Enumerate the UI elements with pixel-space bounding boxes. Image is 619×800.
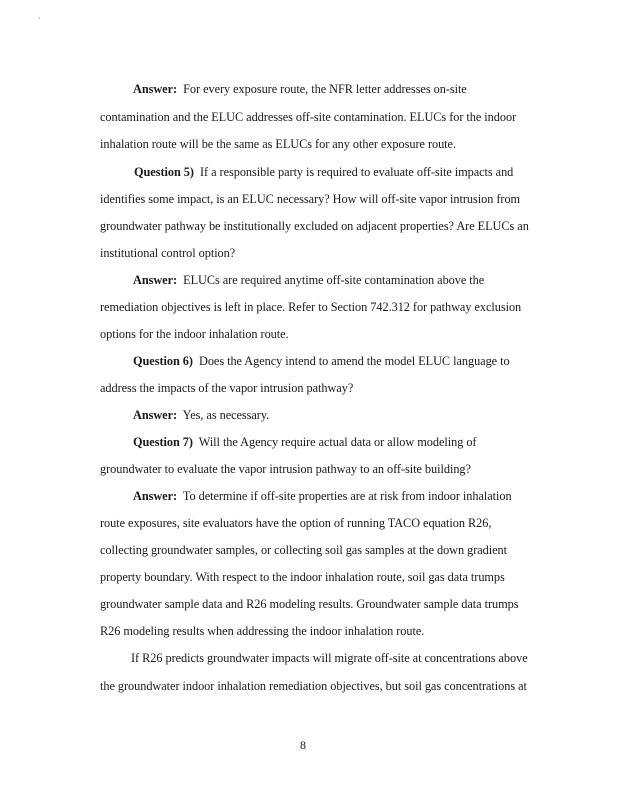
text-run: If a responsible party is required to evaluate off-site impacts and xyxy=(199,165,514,179)
question-label: Question 7) xyxy=(133,435,193,449)
text-line: If R26 predicts groundwater impacts will migrate off-site at concentrations above xyxy=(131,651,528,665)
text-line: options for the indoor inhalation route. xyxy=(100,327,289,341)
answer-label: Answer: xyxy=(133,273,178,287)
text-line: route exposures, site evaluators have the option of running TACO equation R26, xyxy=(100,516,492,530)
text-line: groundwater sample data and R26 modeling results. Groundwater sample data trumps xyxy=(100,597,519,611)
question-label: Question 6) xyxy=(133,354,193,368)
scan-mark: · xyxy=(38,14,41,23)
text-line: contamination and the ELUC addresses off-site contamination. ELUCs for the indoor xyxy=(100,110,517,124)
answer-label: Answer: xyxy=(133,82,178,96)
text-run: Does the Agency intend to amend the model ELUC language to xyxy=(198,354,510,368)
answer-line-first xyxy=(133,408,269,422)
text-run: ELUCs are required anytime off-site contamination above the xyxy=(183,273,485,287)
text-line: the groundwater indoor inhalation remediation objectives, but soil gas concentrations at xyxy=(100,679,527,693)
text-line: R26 modeling results when addressing the indoor inhalation route. xyxy=(100,624,425,638)
text-line: address the impacts of the vapor intrusion pathway? xyxy=(100,381,354,395)
text-run: To determine if off-site properties are at risk from indoor inhalation xyxy=(182,489,512,503)
question-label: Question 5) xyxy=(134,165,194,179)
text-line: institutional control option? xyxy=(100,246,236,260)
answer-line-first xyxy=(133,273,484,287)
answer-line-first xyxy=(133,489,512,503)
answer-line-first xyxy=(133,82,467,96)
question-line-first xyxy=(133,435,476,449)
question-line-first xyxy=(133,354,510,368)
text-run: Will the Agency require actual data or allow modeling of xyxy=(198,435,477,449)
text-line: inhalation route will be the same as ELUCs for any other exposure route. xyxy=(100,137,456,151)
question-line-first xyxy=(134,165,513,179)
text-run: Yes, as necessary. xyxy=(182,408,270,422)
answer-label: Answer: xyxy=(133,489,178,503)
answer-label: Answer: xyxy=(133,408,178,422)
text-line: property boundary. With respect to the indoor inhalation route, soil gas data trumps xyxy=(100,570,505,584)
text-line: groundwater to evaluate the vapor intrusion pathway to an off-site building? xyxy=(100,462,471,476)
text-line: collecting groundwater samples, or collecting soil gas samples at the down gradient xyxy=(100,543,508,557)
text-run: For every exposure route, the NFR letter addresses on-site xyxy=(183,82,467,96)
text-line: groundwater pathway be institutionally excluded on adjacent properties? Are ELUCs an xyxy=(100,219,529,233)
page-number: 8 xyxy=(300,738,306,752)
text-line: identifies some impact, is an ELUC necessary? How will off-site vapor intrusion from xyxy=(100,192,521,206)
text-line: remediation objectives is left in place. Refer to Section 742.312 for pathway exclusion xyxy=(100,300,522,314)
